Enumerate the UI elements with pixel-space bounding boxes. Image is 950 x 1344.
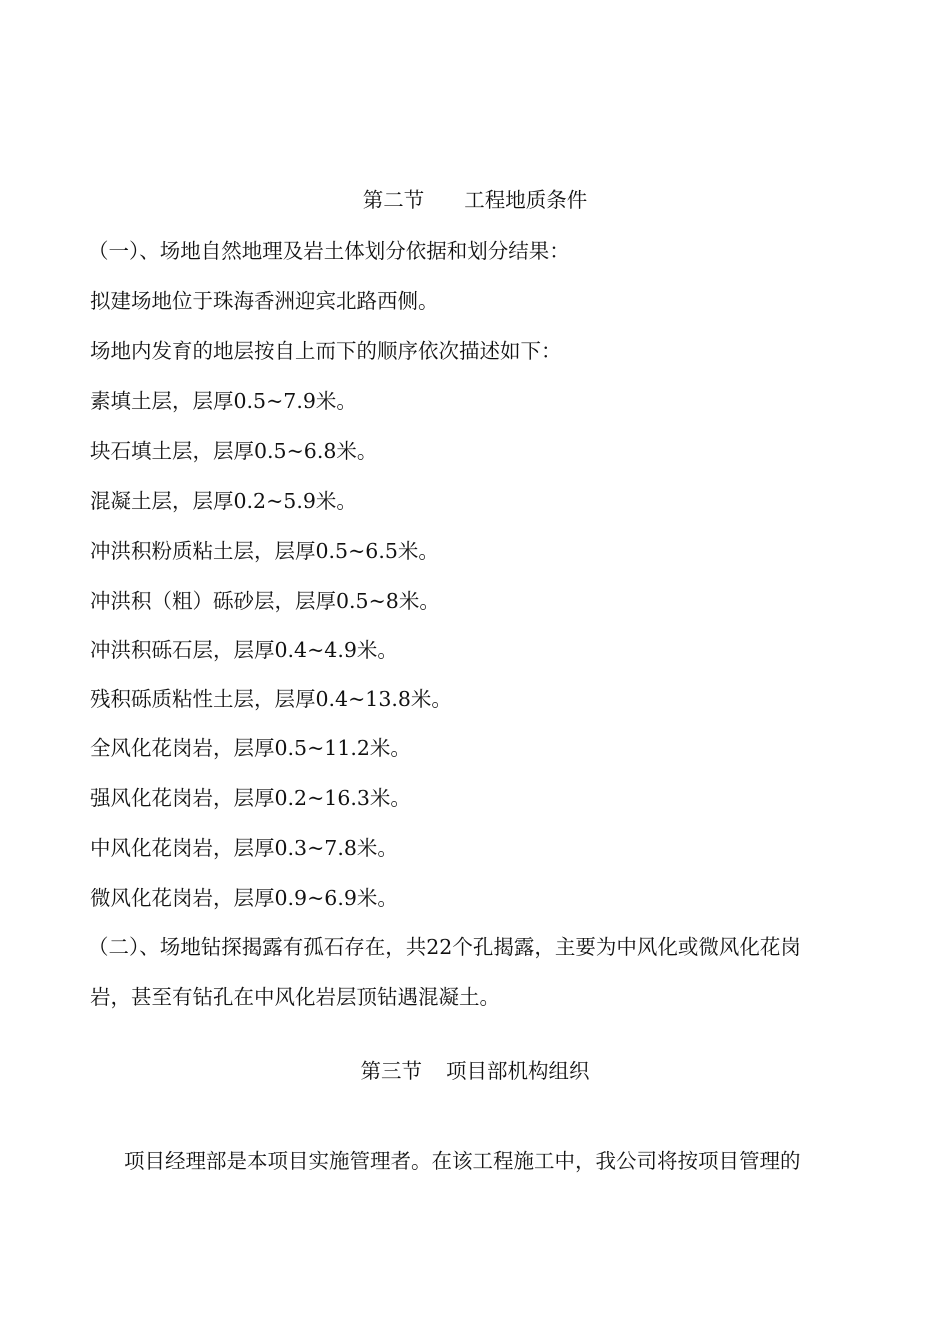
item-1-title: （一）、场地自然地理及岩土体划分依据和划分结果： xyxy=(88,239,570,263)
section-2-heading xyxy=(0,186,950,214)
section-2-title: 工程地质条件 xyxy=(464,188,588,212)
stratum-layer-8: 全风化花岗岩，层厚0.5~11.2米。 xyxy=(90,736,411,760)
section-3-number: 第三节 xyxy=(360,1059,422,1083)
section-3-heading xyxy=(0,1057,950,1085)
stratum-layer-2: 块石填土层，层厚0.5~6.8米。 xyxy=(90,439,378,463)
stratum-layer-4: 冲洪积粉质粘土层，层厚0.5~6.5米。 xyxy=(90,539,439,563)
section-3-title: 项目部机构组织 xyxy=(446,1059,590,1083)
item-2-line-1: （二）、场地钻探揭露有孤石存在，共22个孔揭露，主要为中风化或微风化花岗 xyxy=(88,935,801,959)
section-3-paragraph-line-1: 项目经理部是本项目实施管理者。在该工程施工中，我公司将按项目管理的 xyxy=(124,1149,801,1173)
stratum-layer-3: 混凝土层，层厚0.2~5.9米。 xyxy=(90,489,357,513)
site-location-text: 拟建场地位于珠海香洲迎宾北路西侧。 xyxy=(90,289,439,313)
stratum-layer-1: 素填土层，层厚0.5~7.9米。 xyxy=(90,389,357,413)
section-2-number: 第二节 xyxy=(362,188,425,212)
stratum-layer-9: 强风化花岗岩，层厚0.2~16.3米。 xyxy=(90,786,411,810)
item-2-line-2: 岩，甚至有钻孔在中风化岩层顶钻遇混凝土。 xyxy=(90,985,500,1009)
stratum-layer-11: 微风化花岗岩，层厚0.9~6.9米。 xyxy=(90,886,398,910)
stratum-layer-5: 冲洪积（粗）砾砂层，层厚0.5~8米。 xyxy=(90,589,440,613)
stratum-layer-10: 中风化花岗岩，层厚0.3~7.8米。 xyxy=(90,836,398,860)
stratum-layer-7: 残积砾质粘性土层，层厚0.4~13.8米。 xyxy=(90,687,452,711)
stratum-layer-6: 冲洪积砾石层，层厚0.4~4.9米。 xyxy=(90,638,398,662)
strata-intro-text: 场地内发育的地层按自上而下的顺序依次描述如下： xyxy=(90,339,562,363)
